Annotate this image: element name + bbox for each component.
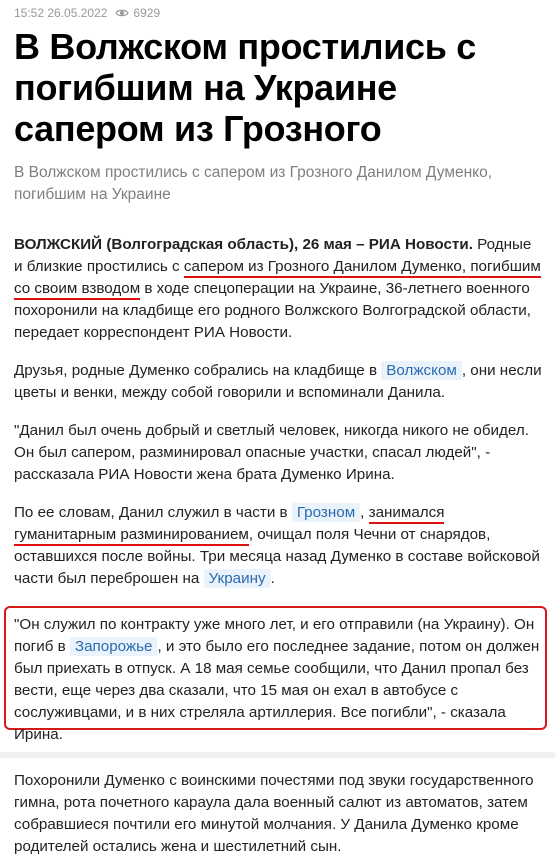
article-body (14, 234, 544, 606)
underlined-phrase: сапером из Грозного Данилом Думенко, погибшим со своим взводом (14, 258, 541, 300)
dateline: ВОЛЖСКИЙ (Волгоградская область), 26 мая – РИА Новости. (14, 236, 473, 253)
publish-datetime: 15:52 26.05.2022 (14, 6, 108, 20)
paragraph-2: Друзья, родные Думенко собрались на кладбище в Волжском , они несли цветы и венки, между собой говорили и вспоминали Данила. (14, 362, 542, 401)
section-divider (0, 752, 555, 758)
tag-ukraine[interactable]: Украину (204, 569, 271, 588)
article-title: В Волжском простились с погибшим на Украине сапером из Грозного (14, 26, 477, 149)
views-counter (115, 6, 160, 20)
paragraph-3: "Данил был очень добрый и светлый человек, никогда никого не обидел. Он был сапером, разминировал опасные участки, спасал людей", - рассказала РИА Новости жена брата Думенко Ирина. (14, 422, 529, 483)
article-lead: В Волжском простились с сапером из Грозного Данилом Думенко, погибшим на Украине (14, 164, 493, 203)
article-meta (14, 6, 160, 20)
paragraph-1: ВОЛЖСКИЙ (Волгоградская область), 26 мая – РИА Новости. Родные и близкие простились с сапером из Грозного Данилом Думенко, погибшим со своим взводом в ходе спецоперации на Украине, 36-летнего военного похоронили на кладбище его родного Волжского Волгоградской области, передает корреспондент РИА Новости. (14, 236, 541, 341)
eye-icon (115, 8, 129, 18)
paragraph-6: Похоронили Думенко с воинскими почестями под звуки государственного гимна, рота почетного караула дала военный салют из автоматов, затем собравшиеся почтили его минутой молчания. У Данила Думенко кроме родителей остались жена и шестилетний сын. (14, 772, 534, 855)
tag-volzhsky[interactable]: Волжском (381, 361, 462, 380)
paragraph-4: По ее словам, Данил служил в части в Грозном , занимался гуманитарным разминированием, очищал поля Чечни от снарядов, оставшихся после войны. Три месяца назад Думенко в составе войсковой части был переброшен на Украину . (14, 504, 540, 587)
paragraph-5: "Он служил по контракту уже много лет, и его отправили (на Украину). Он погиб в Запорожье , и это было его последнее задание, потом он должен был приехать в отпуск. А 18 мая семье сообщили, что Данил пропал без вести, еще через два сказали, что 15 мая он ехал в автобусе с сослуживцами, и в них стреляла артиллерия. Все погибли", - сказала Ирина. (14, 616, 540, 743)
views-count: 6929 (133, 6, 161, 20)
underlined-phrase: занимался гуманитарным разминированием (14, 504, 444, 546)
tag-grozny[interactable]: Грозном (292, 503, 360, 522)
tag-zaporozhye[interactable]: Запорожье (70, 637, 158, 656)
